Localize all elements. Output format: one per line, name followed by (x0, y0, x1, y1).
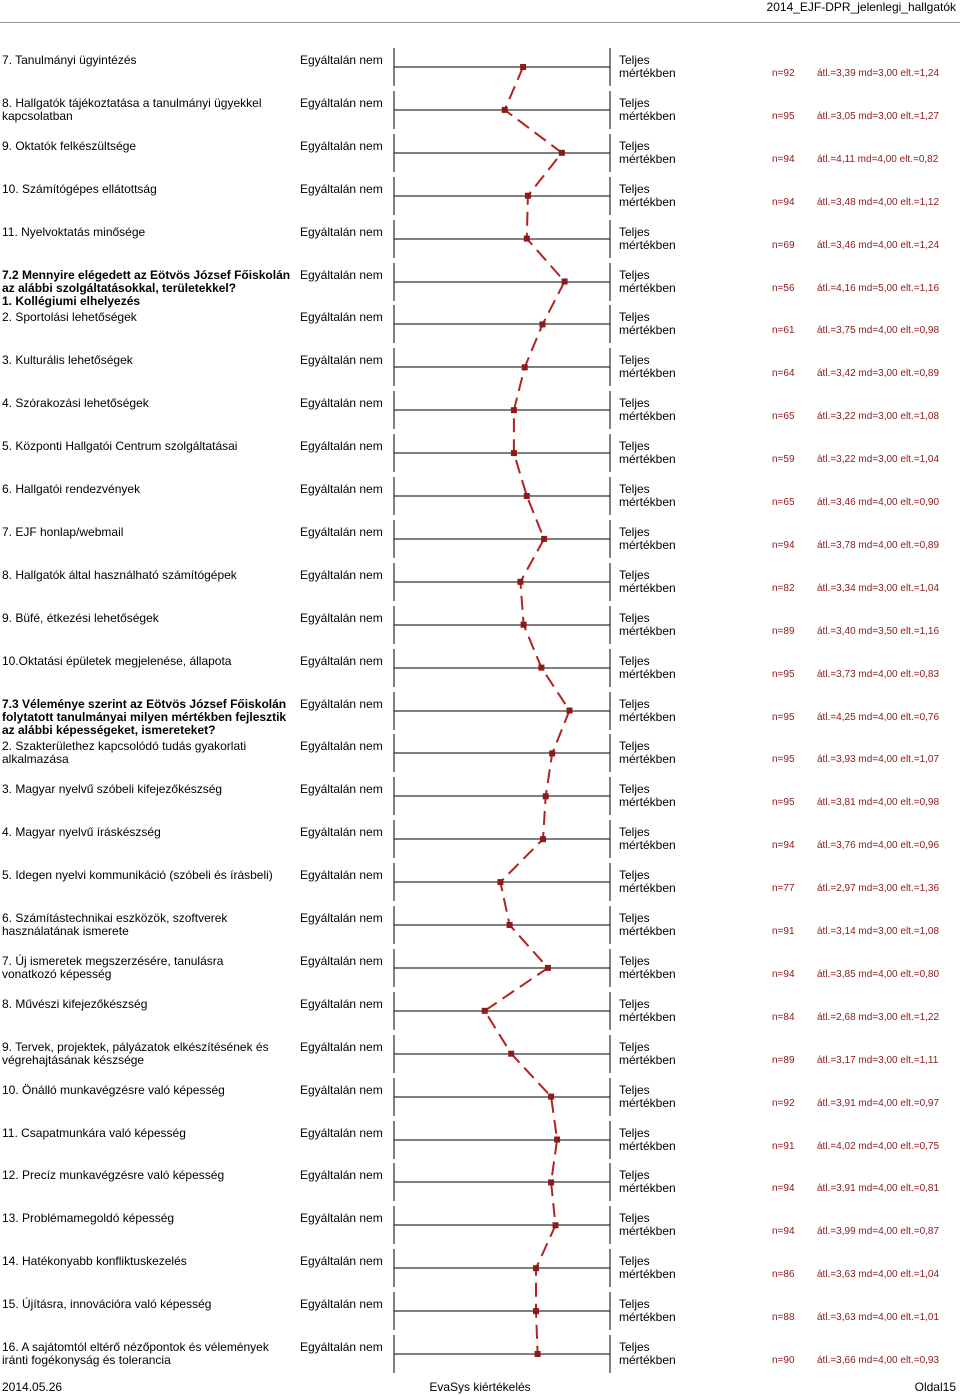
scale-right-label: Teljes mértékben (619, 567, 676, 595)
scale-right-label: Teljes mértékben (619, 53, 676, 80)
summary-statistics: átl.=3,91 md=4,00 elt.=0,81 (817, 1183, 940, 1195)
rating-scale (390, 1335, 620, 1378)
item-label: 5. Idegen nyelvi kommunikáció (szóbeli és írásbeli) (2, 868, 273, 883)
survey-item-row (0, 820, 960, 863)
scale-right-label: Teljes mértékben (619, 1340, 676, 1367)
item-label: 7. EJF honlap/webmail (2, 524, 124, 539)
survey-item-row (0, 177, 960, 220)
survey-item-row (0, 1335, 960, 1378)
survey-item-row (0, 949, 960, 992)
scale-right-label: Teljes mértékben (619, 610, 676, 638)
response-count: n=95 (772, 754, 795, 766)
summary-statistics: átl.=3,85 md=4,00 elt.=0,80 (817, 968, 940, 980)
scale-left-label: Egyáltalán nem (300, 567, 383, 582)
response-count: n=65 (772, 497, 795, 508)
rating-scale (390, 734, 620, 777)
rating-scale (390, 1206, 620, 1249)
summary-statistics: átl.=3,05 md=3,00 elt.=1,27 (817, 110, 940, 122)
scale-left-label: Egyáltalán nem (300, 224, 383, 239)
response-count: n=94 (772, 196, 795, 208)
survey-item-row (0, 734, 960, 777)
scale-right-label: Teljes mértékben (619, 310, 676, 338)
scale-left-label: Egyáltalán nem (300, 1211, 383, 1226)
survey-item-row (0, 1292, 960, 1335)
response-count: n=95 (772, 797, 795, 809)
scale-right-label: Teljes mértékben (619, 739, 676, 767)
rating-scale (390, 391, 620, 434)
item-label: 9. Oktatók felkészültsége (2, 138, 137, 153)
response-count: n=94 (772, 968, 795, 980)
summary-statistics: átl.=3,66 md=4,00 elt.=0,93 (817, 1355, 940, 1366)
summary-statistics: átl.=3,46 md=4,00 elt.=0,90 (817, 497, 940, 508)
survey-item-row (0, 477, 960, 520)
summary-statistics: átl.=3,39 md=3,00 elt.=1,24 (817, 68, 940, 79)
response-count: n=94 (772, 1183, 795, 1195)
survey-item-row (0, 863, 960, 906)
rating-scale (390, 1078, 620, 1121)
survey-item-row (0, 220, 960, 263)
scale-left-label: Egyáltalán nem (300, 53, 383, 67)
scale-left-label: Egyáltalán nem (300, 1168, 383, 1183)
response-count: n=95 (772, 110, 795, 122)
scale-left-label: Egyáltalán nem (300, 95, 383, 110)
item-label: 2. Sportolási lehetőségek (2, 310, 137, 325)
scale-right-label: Teljes mértékben (619, 1125, 676, 1153)
rating-scale (390, 777, 620, 820)
survey-item-row (0, 1121, 960, 1164)
scale-right-label: Teljes mértékben (619, 653, 676, 681)
response-count: n=86 (772, 1269, 795, 1281)
header-divider (0, 22, 960, 23)
scale-left-label: Egyáltalán nem (300, 1125, 383, 1140)
rating-scale (390, 820, 620, 863)
rating-scale (390, 992, 620, 1035)
item-label: 3. Magyar nyelvű szóbeli kifejezőkészség (2, 782, 223, 797)
scale-left-label: Egyáltalán nem (300, 996, 383, 1011)
item-label: 11. Nyelvoktatás minősége (2, 224, 146, 239)
scale-right-label: Teljes mértékben (619, 911, 676, 938)
item-label: 2. Szakterülethez kapcsolódó tudás gyakorlati alkalmazása (2, 739, 247, 767)
summary-statistics: átl.=3,46 md=4,00 elt.=1,24 (817, 239, 940, 251)
response-count: n=89 (772, 625, 795, 637)
survey-item-row (0, 434, 960, 477)
survey-item-row (0, 1035, 960, 1078)
scale-right-label: Teljes mértékben (619, 1254, 676, 1282)
item-label: 9. Büfé, étkezési lehetőségek (2, 610, 159, 625)
scale-left-label: Egyáltalán nem (300, 1082, 383, 1097)
scale-left-label: Egyáltalán nem (300, 953, 383, 968)
scale-left-label: Egyáltalán nem (300, 1254, 383, 1269)
rating-scale (390, 1292, 620, 1335)
response-count: n=84 (772, 1011, 795, 1023)
scale-right-label: Teljes mértékben (619, 1168, 676, 1196)
item-label: 8. Hallgatók tájékoztatása a tanulmányi ügyekkel kapcsolatban (2, 95, 262, 123)
rating-scale (390, 48, 620, 91)
summary-statistics: átl.=4,25 md=4,00 elt.=0,76 (817, 711, 940, 723)
response-count: n=94 (772, 539, 795, 551)
scale-right-label: Teljes mértékben (619, 996, 676, 1024)
summary-statistics: átl.=3,22 md=3,00 elt.=1,04 (817, 454, 940, 466)
rating-scale (390, 563, 620, 606)
item-label: 13. Problémamegoldó képesség (2, 1211, 175, 1226)
summary-statistics: átl.=4,02 md=4,00 elt.=0,75 (817, 1140, 940, 1152)
response-count: n=69 (772, 239, 795, 251)
summary-statistics: átl.=3,34 md=3,00 elt.=1,04 (817, 582, 940, 594)
summary-statistics: átl.=3,14 md=3,00 elt.=1,08 (817, 926, 940, 937)
response-count: n=92 (772, 1097, 795, 1109)
survey-item-row (0, 992, 960, 1035)
survey-item-row (0, 692, 960, 735)
footer-center-text: EvaSys kiértékelés (429, 1380, 531, 1394)
survey-item-row (0, 391, 960, 434)
item-label: 10. Számítógépes ellátottság (2, 181, 157, 196)
survey-item-row (0, 520, 960, 563)
item-label: 7. Új ismeretek megszerzésére, tanulásra vonatkozó képesség (2, 953, 224, 981)
scale-right-label: Teljes mértékben (619, 396, 676, 424)
rating-scale (390, 1163, 620, 1206)
rating-scale (390, 1249, 620, 1292)
item-label: 6. Hallgatói rendezvények (2, 482, 141, 496)
response-count: n=64 (772, 368, 795, 380)
rating-scale (390, 1121, 620, 1164)
rating-scale (390, 692, 620, 735)
summary-statistics: átl.=3,99 md=4,00 elt.=0,87 (817, 1226, 940, 1238)
report-title: 2014_EJF-DPR_jelenlegi_hallgatók (766, 0, 956, 14)
rating-scale (390, 134, 620, 177)
scale-left-label: Egyáltalán nem (300, 825, 383, 840)
item-label: 3. Kulturális lehetőségek (2, 353, 133, 368)
survey-item-row (0, 563, 960, 606)
item-label: 8. Művészi kifejezőkészség (2, 996, 148, 1011)
summary-statistics: átl.=3,78 md=4,00 elt.=0,89 (817, 539, 940, 551)
summary-statistics: átl.=3,22 md=3,00 elt.=1,08 (817, 411, 940, 423)
rating-scale (390, 520, 620, 563)
survey-item-row (0, 348, 960, 391)
rating-scale (390, 1035, 620, 1078)
scale-right-label: Teljes mértékben (619, 181, 676, 209)
response-count: n=56 (772, 282, 795, 294)
scale-left-label: Egyáltalán nem (300, 911, 383, 925)
response-count: n=77 (772, 883, 795, 895)
item-label: 7.2 Mennyire elégedett az Eötvös József Főiskolán az alábbi szolgáltatásokkal, területekkel? 1. Kollégiumi elhelyezés (2, 267, 291, 308)
scale-left-label: Egyáltalán nem (300, 353, 383, 368)
item-label: 6. Számítástechnikai eszközök, szoftverek használatának ismerete (2, 911, 228, 938)
summary-statistics: átl.=3,17 md=3,00 elt.=1,11 (817, 1054, 939, 1066)
response-count: n=65 (772, 411, 795, 423)
summary-statistics: átl.=3,76 md=4,00 elt.=0,96 (817, 840, 940, 852)
summary-statistics: átl.=3,42 md=3,00 elt.=0,89 (817, 368, 940, 380)
rating-scale (390, 177, 620, 220)
survey-item-row (0, 1163, 960, 1206)
survey-item-row (0, 606, 960, 649)
scale-left-label: Egyáltalán nem (300, 739, 383, 754)
survey-item-row (0, 91, 960, 134)
response-count: n=59 (772, 454, 795, 466)
summary-statistics: átl.=3,40 md=3,50 elt.=1,16 (817, 625, 940, 637)
rating-scale (390, 477, 620, 520)
rating-scale (390, 263, 620, 306)
response-count: n=95 (772, 668, 795, 680)
item-label: 8. Hallgatók által használható számítógépek (2, 567, 237, 582)
survey-item-row (0, 134, 960, 177)
survey-item-row (0, 263, 960, 306)
rating-scale (390, 305, 620, 348)
response-count: n=91 (772, 926, 795, 937)
item-label: 15. Újításra, innovációra való képesség (2, 1297, 212, 1312)
response-count: n=82 (772, 582, 795, 594)
response-count: n=89 (772, 1054, 795, 1066)
scale-left-label: Egyáltalán nem (300, 181, 383, 196)
item-label: 10. Önálló munkavégzésre való képesség (2, 1082, 225, 1097)
scale-right-label: Teljes mértékben (619, 267, 676, 295)
scale-right-label: Teljes mértékben (619, 868, 676, 896)
scale-left-label: Egyáltalán nem (300, 653, 383, 668)
scale-right-label: Teljes mértékben (619, 1211, 676, 1239)
scale-right-label: Teljes mértékben (619, 825, 676, 853)
response-count: n=94 (772, 153, 795, 165)
item-label: 4. Magyar nyelvű íráskészség (2, 825, 161, 840)
scale-left-label: Egyáltalán nem (300, 138, 383, 153)
item-label: 12. Precíz munkavégzésre való képesség (2, 1168, 225, 1183)
response-count: n=95 (772, 711, 795, 723)
summary-statistics: átl.=2,97 md=3,00 elt.=1,36 (817, 883, 940, 895)
scale-right-label: Teljes mértékben (619, 353, 676, 381)
scale-right-label: Teljes mértékben (619, 953, 676, 981)
rating-scale (390, 91, 620, 134)
summary-statistics: átl.=3,81 md=4,00 elt.=0,98 (817, 797, 940, 809)
survey-item-row (0, 649, 960, 692)
scale-right-label: Teljes mértékben (619, 1082, 676, 1110)
item-label: 11. Csapatmunkára való képesség (2, 1125, 186, 1140)
scale-left-label: Egyáltalán nem (300, 439, 383, 454)
scale-right-label: Teljes mértékben (619, 482, 676, 509)
scale-left-label: Egyáltalán nem (300, 868, 383, 883)
summary-statistics: átl.=4,16 md=5,00 elt.=1,16 (817, 282, 940, 294)
scale-left-label: Egyáltalán nem (300, 1039, 383, 1054)
rating-scale (390, 906, 620, 949)
summary-statistics: átl.=3,93 md=4,00 elt.=1,07 (817, 754, 940, 766)
scale-left-label: Egyáltalán nem (300, 524, 383, 539)
summary-statistics: átl.=4,11 md=4,00 elt.=0,82 (817, 153, 939, 165)
rating-scale (390, 649, 620, 692)
rating-scale (390, 220, 620, 263)
scale-left-label: Egyáltalán nem (300, 310, 383, 325)
scale-right-label: Teljes mértékben (619, 95, 676, 123)
item-label: 9. Tervek, projektek, pályázatok elkészítésének és végrehajtásának készsége (2, 1039, 269, 1067)
item-label: 16. A sajátomtól eltérő nézőpontok és vélemények iránti fogékonyság és tolerancia (2, 1340, 269, 1367)
item-label: 10.Oktatási épületek megjelenése, állapota (2, 653, 232, 668)
scale-left-label: Egyáltalán nem (300, 610, 383, 625)
rating-scale (390, 348, 620, 391)
summary-statistics: átl.=3,75 md=4,00 elt.=0,98 (817, 325, 940, 337)
summary-statistics: átl.=3,63 md=4,00 elt.=1,04 (817, 1269, 940, 1281)
rating-scale (390, 949, 620, 992)
scale-left-label: Egyáltalán nem (300, 1340, 383, 1354)
survey-item-row (0, 1078, 960, 1121)
scale-right-label: Teljes mértékben (619, 1039, 676, 1067)
item-label: 7. Tanulmányi ügyintézés (2, 53, 137, 67)
survey-item-row (0, 305, 960, 348)
scale-left-label: Egyáltalán nem (300, 482, 383, 496)
response-count: n=94 (772, 1226, 795, 1238)
response-count: n=91 (772, 1140, 795, 1152)
rating-scale (390, 606, 620, 649)
scale-right-label: Teljes mértékben (619, 138, 676, 166)
survey-item-row (0, 1206, 960, 1249)
scale-right-label: Teljes mértékben (619, 782, 676, 810)
item-label: 14. Hatékonyabb konfliktuskezelés (2, 1254, 187, 1269)
scale-right-label: Teljes mértékben (619, 1297, 676, 1325)
response-count: n=92 (772, 68, 795, 79)
scale-right-label: Teljes mértékben (619, 439, 676, 467)
scale-right-label: Teljes mértékben (619, 524, 676, 552)
scale-left-label: Egyáltalán nem (300, 782, 383, 797)
survey-item-row (0, 48, 960, 91)
item-label: 7.3 Véleménye szerint az Eötvös József Főiskolán folytatott tanulmányai milyen mértékben fejlesztik az alábbi képességeket, ismereteket? (2, 696, 287, 737)
rating-scale (390, 434, 620, 477)
response-count: n=90 (772, 1355, 795, 1366)
scale-left-label: Egyáltalán nem (300, 396, 383, 411)
item-label: 4. Szórakozási lehetőségek (2, 396, 149, 411)
scale-left-label: Egyáltalán nem (300, 267, 383, 282)
footer-date: 2014.05.26 (2, 1380, 63, 1394)
item-label: 5. Központi Hallgatói Centrum szolgáltatásai (2, 439, 238, 454)
scale-left-label: Egyáltalán nem (300, 1297, 383, 1312)
footer-page-number: Oldal15 (914, 1380, 956, 1394)
response-count: n=94 (772, 840, 795, 852)
survey-item-row (0, 777, 960, 820)
scale-left-label: Egyáltalán nem (300, 696, 383, 711)
summary-statistics: átl.=3,63 md=4,00 elt.=1,01 (817, 1312, 940, 1324)
rating-scale (390, 863, 620, 906)
scale-right-label: Teljes mértékben (619, 224, 676, 252)
scale-right-label: Teljes mértékben (619, 696, 676, 724)
survey-item-row (0, 906, 960, 949)
summary-statistics: átl.=2,68 md=3,00 elt.=1,22 (817, 1011, 940, 1023)
summary-statistics: átl.=3,48 md=4,00 elt.=1,12 (817, 196, 940, 208)
response-count: n=88 (772, 1312, 795, 1324)
survey-item-row (0, 1249, 960, 1292)
response-count: n=61 (772, 325, 795, 337)
summary-statistics: átl.=3,73 md=4,00 elt.=0,83 (817, 668, 940, 680)
summary-statistics: átl.=3,91 md=4,00 elt.=0,97 (817, 1097, 940, 1109)
